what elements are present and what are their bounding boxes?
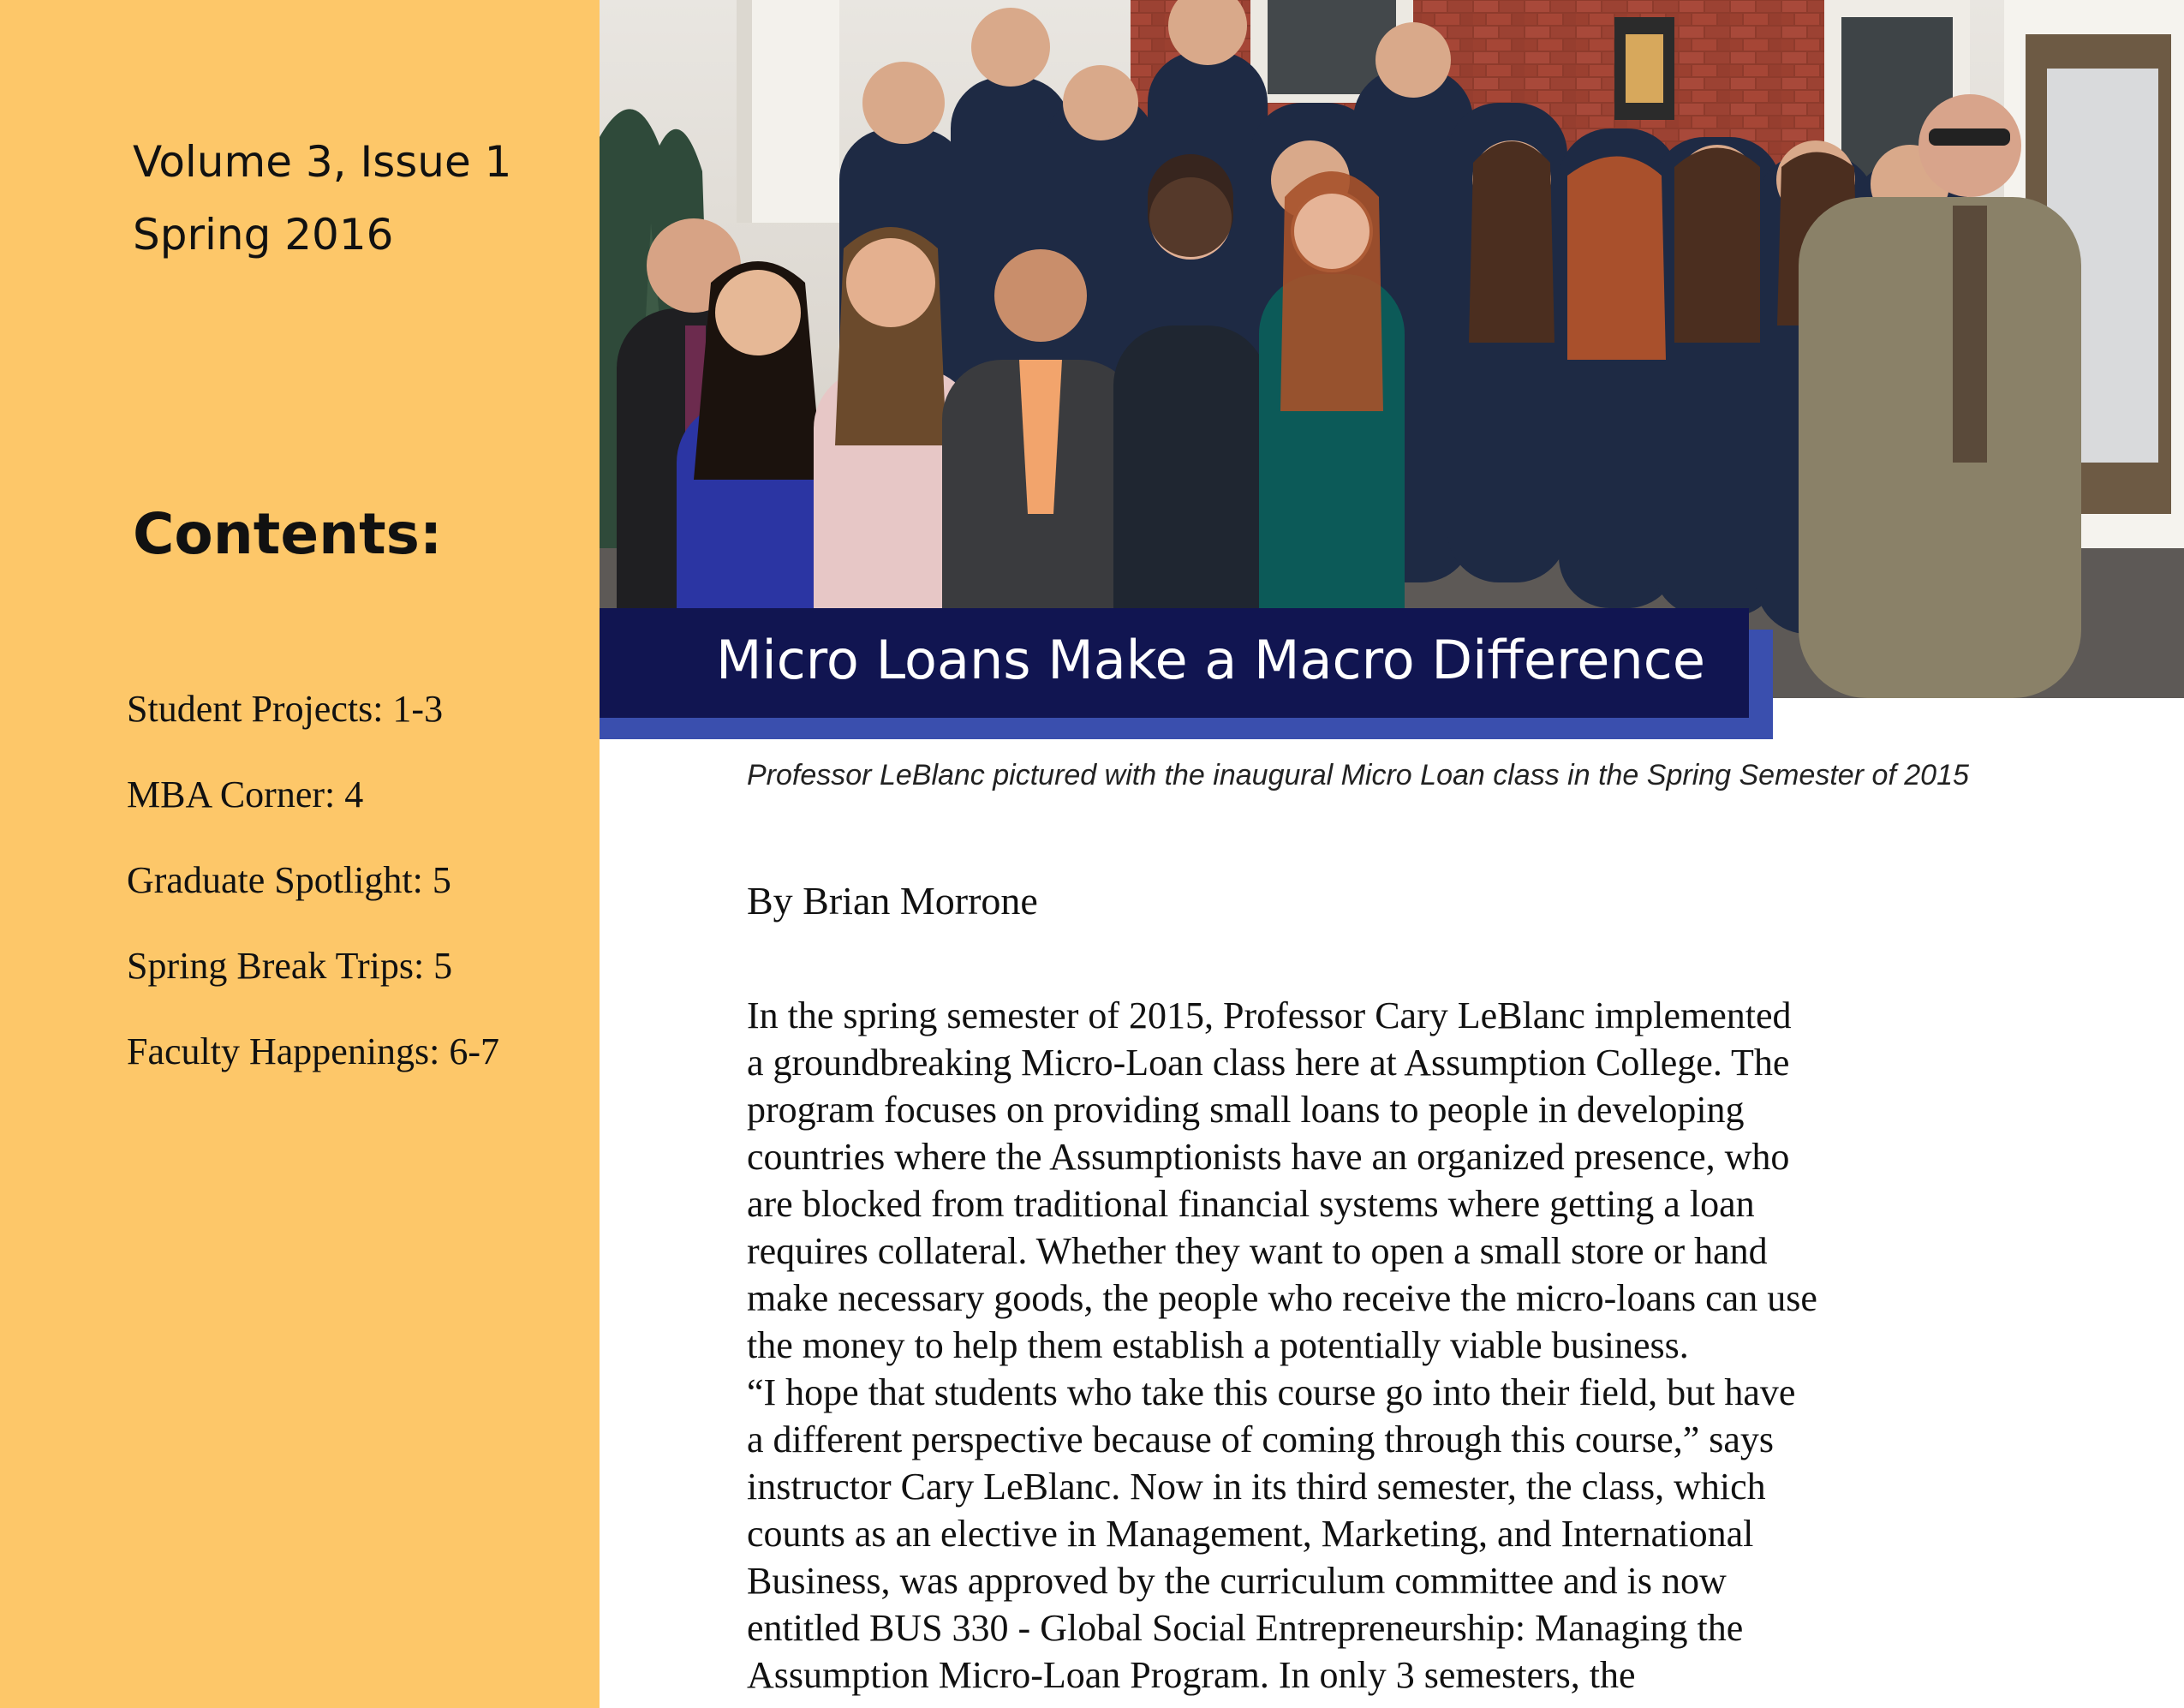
body-line: Business, was approved by the curriculum committee and is now	[747, 1560, 1727, 1602]
body-line: In the spring semester of 2015, Professor Cary LeBlanc implemented	[747, 994, 1792, 1036]
group-photo	[600, 0, 2184, 698]
body-line: Assumption Micro-Loan Program. In only 3 semesters, the	[747, 1654, 1636, 1696]
body-line: make necessary goods, the people who receive the micro-loans can use	[747, 1277, 1817, 1319]
toc-item-spring-break-trips: Spring Break Trips: 5	[127, 945, 453, 987]
body-line: are blocked from traditional financial systems where getting a loan	[747, 1183, 1755, 1225]
body-line: requires collateral. Whether they want to open a small store or hand	[747, 1230, 1768, 1272]
toc-item-graduate-spotlight: Graduate Spotlight: 5	[127, 859, 451, 901]
sidebar	[0, 0, 600, 1708]
table-of-contents	[127, 685, 499, 1114]
article-body	[747, 992, 2066, 1699]
season-label: Spring 2016	[133, 210, 394, 260]
body-line: entitled BUS 330 - Global Social Entrepreneurship: Managing the	[747, 1607, 1744, 1649]
body-line: program focuses on providing small loans to people in developing	[747, 1089, 1745, 1131]
toc-item-mba-corner: MBA Corner: 4	[127, 773, 364, 815]
byline: By Brian Morrone	[747, 879, 1038, 923]
body-line: the money to help them establish a potentially viable business.	[747, 1324, 1689, 1366]
photo-caption: Professor LeBlanc pictured with the inaugural Micro Loan class in the Spring Semester of 2015	[747, 759, 1969, 791]
body-line: “I hope that students who take this course go into their field, but have	[747, 1371, 1796, 1413]
toc-item-student-projects: Student Projects: 1-3	[127, 688, 444, 730]
body-line: counts as an elective in Management, Marketing, and International	[747, 1513, 1754, 1555]
body-line: countries where the Assumptionists have an organized presence, who	[747, 1136, 1790, 1178]
toc-item-faculty-happenings: Faculty Happenings: 6-7	[127, 1030, 500, 1072]
body-line: a different perspective because of coming through this course,” says	[747, 1418, 1774, 1460]
body-line: a groundbreaking Micro-Loan class here at Assumption College. The	[747, 1042, 1790, 1084]
body-line: instructor Cary LeBlanc. Now in its third semester, the class, which	[747, 1466, 1766, 1508]
contents-heading: Contents:	[133, 501, 443, 567]
volume-issue-label: Volume 3, Issue 1	[133, 137, 512, 187]
article-title: Micro Loans Make a Macro Difference	[716, 629, 1705, 691]
